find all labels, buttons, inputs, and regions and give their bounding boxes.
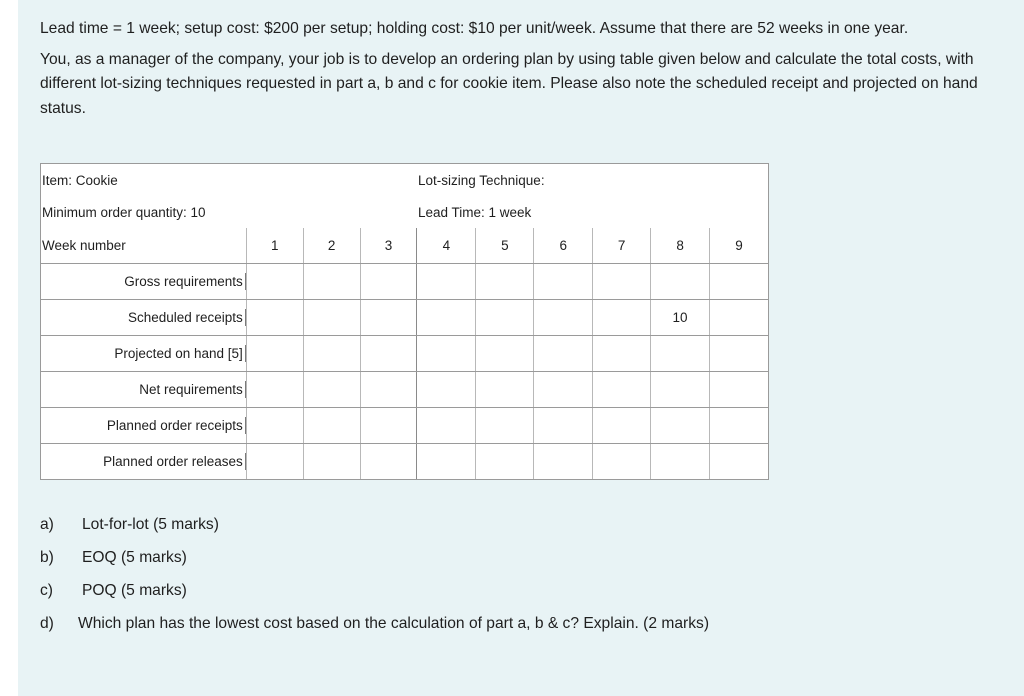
table-cell	[593, 300, 651, 336]
table-cell	[417, 444, 476, 480]
table-cell	[303, 336, 360, 372]
table-cell	[246, 264, 303, 300]
table-cell	[476, 264, 534, 300]
table-cell	[303, 444, 360, 480]
table-cell	[360, 444, 417, 480]
week-number-row	[41, 228, 769, 264]
week-header: 8	[651, 228, 710, 264]
table-cell	[360, 300, 417, 336]
week-header: 6	[534, 228, 593, 264]
table-row	[41, 264, 769, 300]
table-cell	[710, 372, 769, 408]
table-cell	[534, 408, 593, 444]
table-cell	[593, 444, 651, 480]
table-cell	[246, 372, 303, 408]
row-label-planned-order-receipts: Planned order receipts	[107, 417, 246, 434]
intro-line-task: You, as a manager of the company, your job is to develop an ordering plan by using table given below and calculate the total costs, with different lot-sizing techniques requested in part a, b and c for cookie item. Please also note the scheduled receipt and projected on hand status.	[40, 50, 978, 117]
question-part-c	[40, 582, 940, 615]
item-label: Item: Cookie	[42, 172, 118, 188]
table-cell	[360, 264, 417, 300]
table-cell	[303, 264, 360, 300]
table-cell	[534, 336, 593, 372]
table-cell	[246, 336, 303, 372]
table-cell	[417, 408, 476, 444]
table-cell	[534, 300, 593, 336]
table-cell	[246, 408, 303, 444]
table-cell	[710, 264, 769, 300]
table-cell	[710, 300, 769, 336]
table-cell	[593, 336, 651, 372]
table-cell: 10	[651, 300, 710, 336]
lead-time-label: Lead Time: 1 week	[417, 204, 532, 220]
lot-sizing-label: Lot-sizing Technique:	[417, 172, 545, 188]
row-label-gross-requirements: Gross requirements	[124, 273, 246, 290]
table-cell	[246, 300, 303, 336]
table-cell	[710, 444, 769, 480]
part-text: Which plan has the lowest cost based on the calculation of part a, b & c? Explain. (2 marks)	[78, 615, 710, 632]
table-cell	[360, 408, 417, 444]
week-header: 3	[360, 228, 417, 264]
table-row	[41, 408, 769, 444]
table-cell	[417, 264, 476, 300]
table-cell	[534, 372, 593, 408]
table-cell	[651, 336, 710, 372]
intro-line-costs: Lead time = 1 week; setup cost: $200 per setup; holding cost: $10 per unit/week. Assume that there are 52 weeks in one year.	[40, 20, 909, 37]
table-cell	[534, 264, 593, 300]
table-cell	[710, 408, 769, 444]
row-label-planned-order-releases: Planned order releases	[103, 453, 246, 470]
table-cell	[710, 336, 769, 372]
table-cell	[476, 372, 534, 408]
table-cell	[476, 300, 534, 336]
table-cell	[651, 372, 710, 408]
row-label-net-requirements: Net requirements	[139, 381, 246, 398]
part-text: EOQ (5 marks)	[82, 549, 187, 566]
row-label-projected-on-hand: Projected on hand [5]	[114, 345, 245, 362]
question-intro	[40, 17, 1000, 127]
mrp-table	[40, 163, 769, 480]
table-cell	[476, 336, 534, 372]
table-row	[41, 336, 769, 372]
table-cell	[303, 408, 360, 444]
table-row	[41, 372, 769, 408]
table-cell	[303, 372, 360, 408]
week-header: 7	[593, 228, 651, 264]
week-header: 5	[476, 228, 534, 264]
part-letter: a)	[40, 516, 54, 533]
week-header: 2	[303, 228, 360, 264]
part-letter: b)	[40, 549, 54, 566]
table-cell	[593, 408, 651, 444]
part-text: POQ (5 marks)	[82, 582, 187, 599]
table-cell	[476, 444, 534, 480]
table-cell	[360, 336, 417, 372]
part-letter: c)	[40, 582, 53, 599]
question-part-b	[40, 549, 940, 582]
week-number-label: Week number	[41, 228, 247, 264]
table-cell	[593, 264, 651, 300]
part-letter: d)	[40, 615, 54, 632]
week-header: 9	[710, 228, 769, 264]
table-cell	[246, 444, 303, 480]
table-cell	[651, 264, 710, 300]
table-cell	[651, 408, 710, 444]
table-row	[41, 444, 769, 480]
table-cell	[417, 336, 476, 372]
row-label-scheduled-receipts: Scheduled receipts	[128, 309, 246, 326]
table-cell	[360, 372, 417, 408]
table-cell	[303, 300, 360, 336]
question-parts	[40, 516, 940, 648]
table-cell	[417, 372, 476, 408]
part-text: Lot-for-lot (5 marks)	[82, 516, 219, 533]
week-header: 4	[417, 228, 476, 264]
table-cell	[651, 444, 710, 480]
week-header: 1	[246, 228, 303, 264]
table-row	[41, 300, 769, 336]
question-part-d	[40, 615, 940, 648]
table-cell	[534, 444, 593, 480]
table-cell	[476, 408, 534, 444]
question-part-a	[40, 516, 940, 549]
table-cell	[417, 300, 476, 336]
table-cell	[593, 372, 651, 408]
min-order-label: Minimum order quantity: 10	[42, 204, 206, 220]
